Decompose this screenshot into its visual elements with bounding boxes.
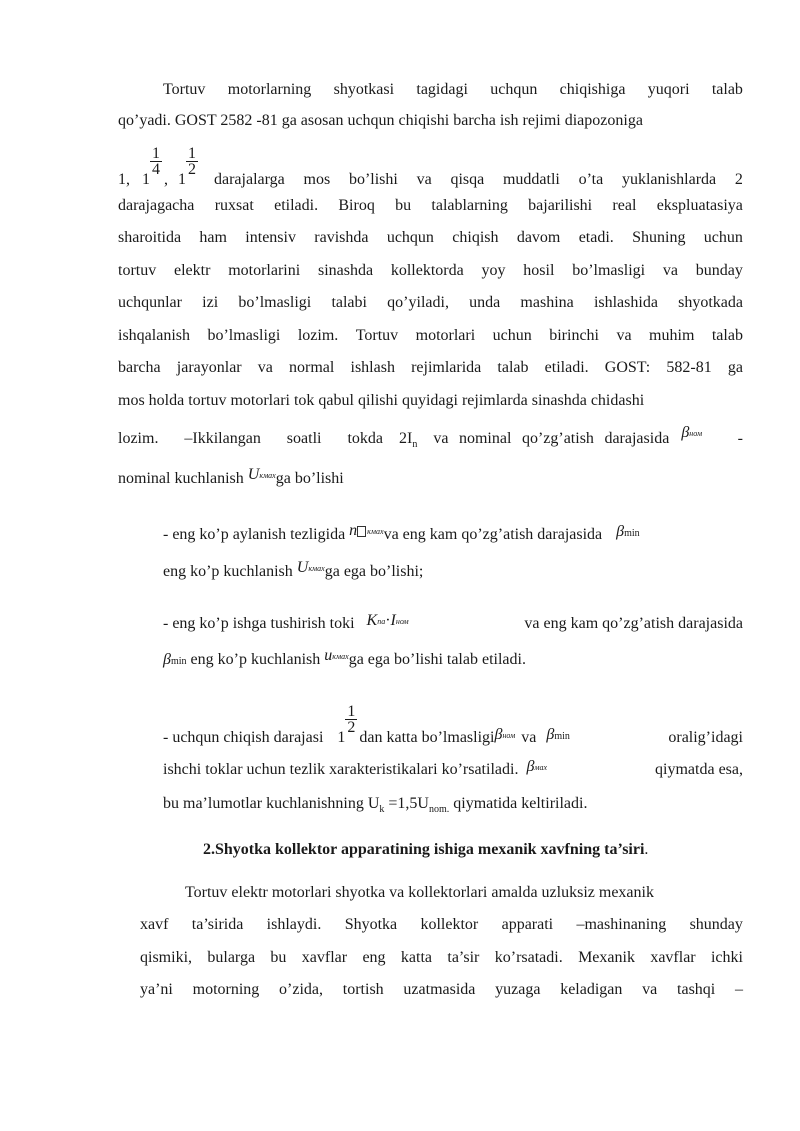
word: birinchi [549,327,599,344]
bullet-3-line-1: - uchqun chiqish darajasi 1 $\frac{1}{2}$ dan katta bo’lmasligi βном va βmin oralig’idagi [163,703,743,746]
beta-nominal: βном [494,726,516,743]
word: Tortuv [163,81,206,98]
p1-line-8 [118,326,743,346]
word: bo’lmasligi [238,294,312,311]
fraction-denominator: 4 [152,161,160,178]
word: Tortuv [355,327,399,344]
word: qo’zg’atish [521,430,594,447]
word: kollektor [420,916,479,933]
word: ishlash [350,359,395,376]
word: darajagacha [118,197,195,214]
word: xavflar [650,949,696,966]
word: ham [199,229,227,246]
u-kmax: Uкмах [296,559,325,576]
word: tortuv [118,262,157,279]
p1-line-11-words [118,429,383,449]
beta-max: βмах [526,758,548,775]
word: talab [711,81,743,98]
word: shyotkada [678,294,743,311]
p1-line-11-words-2 [433,429,669,449]
word: apparati [501,916,554,933]
beta-nominal: βном [681,424,703,441]
word: hosil [523,262,555,279]
word: mos [303,171,331,188]
word: qisqa [450,171,485,188]
word: rejimlarida [411,359,482,376]
bullet-1-line-1: - eng ko’p aylanish tezligida n кмахva eng kam qo’zg’atish darajasida βmin [163,522,640,543]
word: ko’rsatadi. [494,949,563,966]
word: GOST: [604,359,651,376]
word: elektr [174,262,211,279]
word: uchqun [386,229,434,246]
word: muddatli [502,171,560,188]
n-kmax: n кмах [349,522,384,539]
word: katta [400,949,433,966]
word: bu [270,949,287,966]
word: lozim. [118,430,159,447]
word: davom [516,229,561,246]
word: –mashinaning [576,916,667,933]
word: uchqunlar [118,294,182,311]
word: keladigan [560,981,623,998]
word: Biroq [338,197,375,214]
word: yuzaga [495,981,541,998]
p1-line-3-one: 1, [118,171,130,188]
word: etiladi. [274,197,319,214]
word: yuklanishlarda [621,171,717,188]
word: motorlarning [227,81,312,98]
bullet-2-line-2: βmin eng ko’p kuchlanish uкмахga ega bo’lishi talab etiladi. [163,647,526,668]
p1-line-11 [118,424,743,455]
word: yoy [481,262,506,279]
mixed-fraction-2-whole: 1 [178,171,186,188]
word: talabi [331,294,367,311]
word: va [257,359,273,376]
p2-line-2 [140,915,743,935]
word: ta’sir [447,949,480,966]
word: ishqalanish [118,327,190,344]
word: mashina [520,294,574,311]
word: lozim. [297,327,339,344]
word: ya’ni [140,981,173,998]
word: ishlashida [593,294,658,311]
word: real [612,197,637,214]
fraction-numerator: 1 [152,145,160,162]
word: etadi. [578,229,614,246]
word: uchun [492,327,532,344]
word: motorlari [415,327,476,344]
bullet-3-line-2: ishchi toklar uchun tezlik xarakteristikalari ko’rsatiladi. βмах qiymatda esa, [163,758,743,778]
word: qismiki, [140,949,193,966]
word: ravishda [314,229,369,246]
u-kmax: Uкмах [247,466,276,483]
word: normal [289,359,335,376]
word: ta’sirida [191,916,244,933]
word: kollektorda [390,262,464,279]
word: etiladi. [544,359,589,376]
word: talablarning [431,197,508,214]
bullet-1-line-2: eng ko’p kuchlanish Uкмахga ega bo’lishi; [163,559,424,580]
p1-line-2: qo’yadi. GOST 2582 -81 ga asosan uchqun chiqishi barcha ish rejimi diapozoniga [118,112,643,129]
word: darajasida [604,430,670,447]
word: sharoitida [118,229,182,246]
word: bu [395,197,412,214]
word: chiqish [452,229,499,246]
fraction-numerator: 1 [347,703,356,720]
word: ruxsat [214,197,254,214]
word: bo’lmasligi [207,327,281,344]
fraction-numerator: 1 [188,145,196,162]
word: bo’lishi [348,171,398,188]
word: o’zida, [279,981,324,998]
word: barcha [118,359,161,376]
word: talab [711,327,743,344]
word: tokda [347,430,383,447]
word: soatli [286,430,322,447]
fraction-one-half [345,703,359,742]
p1-line-3-comma: , [164,171,168,188]
word: xavf [140,916,169,933]
word: nominal [458,430,512,447]
word: bularga [207,949,256,966]
word: xavflar [301,949,348,966]
p1-line-6 [118,261,743,281]
fraction-one-half [186,145,200,184]
word: shunday [689,916,743,933]
bullet-3-line-3: bu ma’lumotlar kuchlanishning $U_k =1,5U_{nom.}$ qiymatida keltiriladi. [163,795,588,816]
fraction-denominator: 2 [347,719,356,736]
beta-min: βmin [163,651,187,668]
word: ichki [710,949,743,966]
word: eng [362,949,386,966]
word: uchun [703,229,743,246]
word: va [662,262,678,279]
word: chiqishiga [559,81,626,98]
word: tagidagi [416,81,468,98]
word: motorlarini [228,262,301,279]
bullet-2-line-1: - eng ko’p ishga tushirish toki Kпа·Iном va eng kam qo’zg’atish darajasida [163,612,743,632]
word: qo’yiladi, [387,294,449,311]
word: ekspluatasiya [656,197,743,214]
word: Mexanik [578,949,635,966]
beta-min: βmin [616,523,640,540]
word: va [642,981,658,998]
word: izi [202,294,219,311]
p1-line-9 [118,358,743,378]
word: 582-81 [666,359,712,376]
p2-line-1: Tortuv elektr motorlari shyotka va kollektorlari amalda uzluksiz mexanik [185,884,654,901]
k-times-i-nominal: Kпа·Iном [366,612,409,629]
p1-line-7 [118,293,743,313]
word: –Ikkilangan [184,430,261,447]
word: ishlaydi. [266,916,322,933]
p1-line-12: nominal kuchlanish Uкмахga bo’lishi [118,466,344,487]
word: jarayonlar [176,359,242,376]
word: Shyotka [344,916,398,933]
p2-line-4 [140,980,743,1000]
word: bunday [695,262,743,279]
double-current: $2I_n$ [399,430,418,451]
word: Shuning [632,229,686,246]
word: muhim [649,327,695,344]
word: o’ta [578,171,604,188]
word: talab [497,359,529,376]
p1-line-10: mos holda tortuv motorlari tok qabul qilishi quyidagi rejimlarda sinashda chidashi [118,392,645,409]
mixed-fraction-1-whole: 1 [142,171,150,188]
p1-line-1 [163,80,743,100]
word: sinashda [317,262,374,279]
word: bajarilishi [528,197,593,214]
p2-line-3 [140,948,743,968]
word: darajalarga [214,171,285,188]
word: motorning [192,981,260,998]
mixed-fraction-whole: 1 [337,729,346,746]
word: uzatmasida [403,981,476,998]
p1-line-11-dash: - [737,430,743,447]
word: va [616,327,632,344]
word: unda [469,294,501,311]
missing-glyph-icon [357,526,366,537]
word: bo’lmasligi [572,262,646,279]
section-heading: 2.Shyotka kollektor apparatining ishiga mexanik xavfning ta’siri. [203,841,649,858]
word: ga [727,359,743,376]
p1-line-3 [118,145,743,190]
word: va [433,430,449,447]
word: tashqi [677,981,716,998]
p1-line-4 [118,196,743,216]
fraction-denominator: 2 [188,161,196,178]
p1-line-5 [118,228,743,248]
word: 2 [734,171,743,188]
fraction-one-quarter [150,145,164,184]
p1-line-3-rest [214,170,743,190]
word: – [734,981,743,998]
word: shyotkasi [333,81,395,98]
word: intensiv [245,229,296,246]
word: va [416,171,432,188]
word: tortish [342,981,384,998]
beta-min: βmin [546,726,570,743]
word: uchqun [490,81,538,98]
u-kmax: uкмах [324,647,349,664]
word: yuqori [647,81,690,98]
